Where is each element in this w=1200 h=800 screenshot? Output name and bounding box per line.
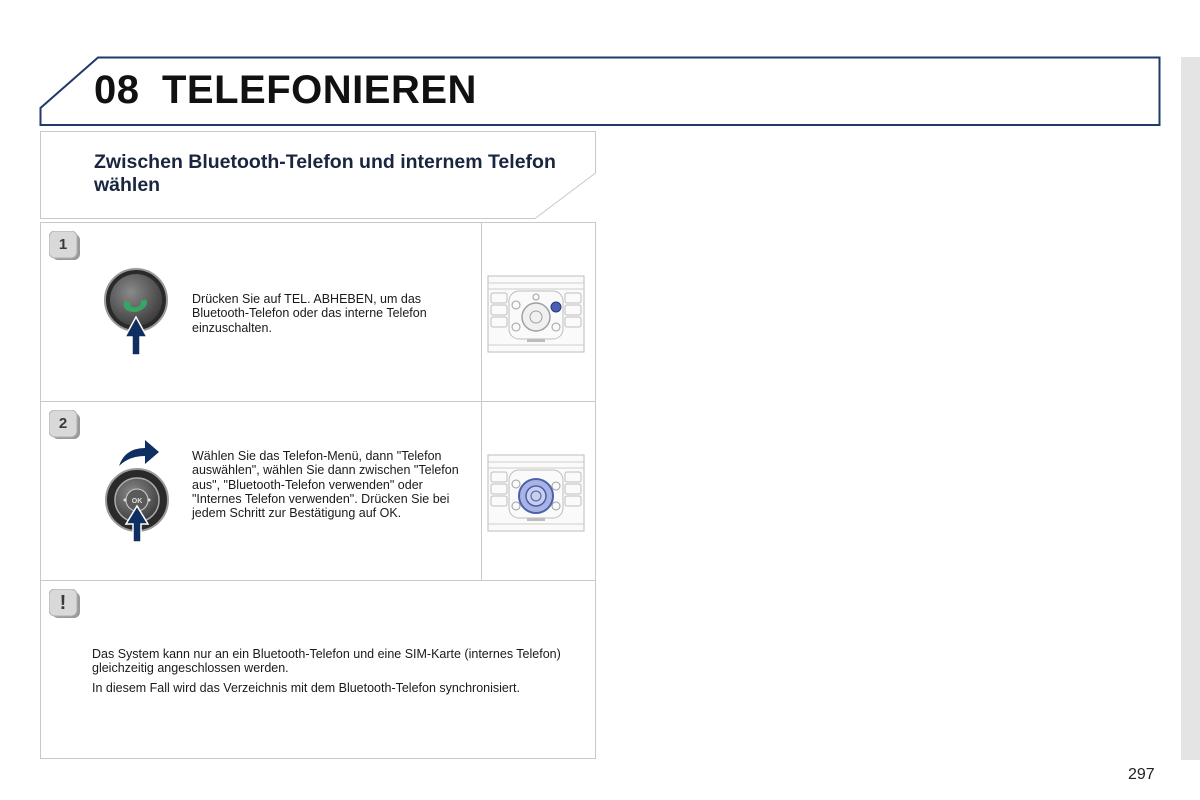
chapter-number: 08 (94, 68, 140, 112)
step-1-box (40, 222, 596, 402)
section-title: Zwischen Bluetooth-Telefon und internem Telefon wählen (94, 151, 556, 196)
step-2-radio-panel (487, 454, 585, 532)
step-1-badge (49, 231, 81, 261)
chapter-header (38, 56, 1162, 128)
warning-box (40, 580, 596, 759)
step-2-text: Wählen Sie das Telefon-Menü, dann "Telefon auswählen", wählen Sie dann zwischen "Telefon aus", "Bluetooth-Telefon verwenden" oder "Internes Telefon verwenden". Drücken Sie bei jedem Schritt zur Bestätigung auf OK. (192, 449, 459, 521)
step-2-divider (481, 402, 482, 580)
step-1-badge-number: 1 (58, 236, 68, 253)
step-1-radio-panel (487, 275, 585, 353)
step-2-badge-number: 2 (58, 415, 68, 432)
warning-text (92, 647, 592, 695)
phone-pickup-button-icon (103, 267, 169, 360)
warning-paragraph-1: Das System kann nur an ein Bluetooth-Telefon und eine SIM-Karte (internes Telefon) gleichzeitig angeschlossen werden. (92, 647, 561, 676)
step-1-text: Drücken Sie auf TEL. ABHEBEN, um das Bluetooth-Telefon oder das interne Telefon einzuschalten. (192, 292, 427, 335)
rotary-ok-knob-icon (101, 438, 173, 551)
step-2-box (40, 401, 596, 581)
knob-ok-label: OK (131, 498, 143, 505)
warning-badge (49, 589, 81, 619)
step-1-divider (481, 223, 482, 401)
page-edge-bar (1181, 57, 1200, 760)
chapter-title: TELEFONIEREN (162, 68, 477, 112)
warning-paragraph-2: In diesem Fall wird das Verzeichnis mit dem Bluetooth-Telefon synchronisiert. (92, 680, 520, 695)
step-2-badge (49, 410, 81, 440)
warning-exclamation-icon: ! (59, 592, 67, 614)
page-number: 297 (1128, 766, 1155, 783)
section-title-box (40, 131, 596, 219)
